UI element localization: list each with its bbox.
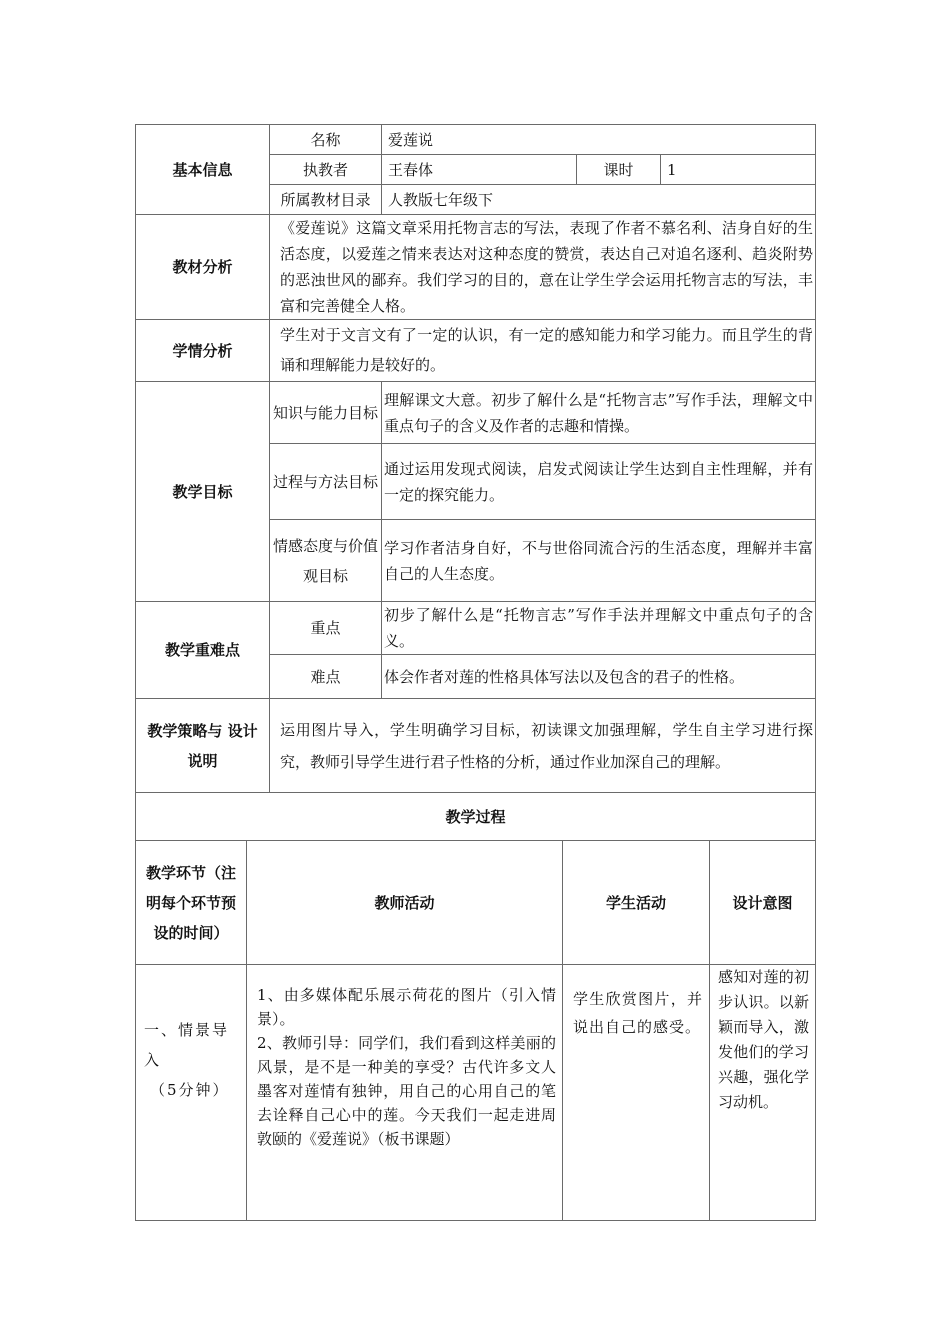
strategy-label: 教学策略与 设计说明 [136, 699, 270, 793]
key-difficult-label: 教学重难点 [136, 602, 270, 699]
basic-info-label: 基本信息 [136, 125, 270, 215]
header-stage: 教学环节（注明每个环节预设的时间） [136, 841, 247, 965]
goal-text-knowledge: 理解课文大意。初步了解什么是“托物言志”写作手法，理解文中重点句子的含义及作者的志趣和情操。 [382, 382, 816, 444]
header-design-intent: 设计意图 [710, 841, 816, 965]
lesson-plan-sheet [135, 124, 815, 1221]
material-analysis-label: 教材分析 [136, 215, 270, 320]
process-title: 教学过程 [136, 793, 816, 841]
lesson-info-table [135, 124, 816, 841]
name-value: 爱莲说 [382, 125, 816, 155]
header-student-activity: 学生活动 [563, 841, 710, 965]
difficult-point-text: 体会作者对莲的性格具体写法以及包含的君子的性格。 [382, 655, 816, 699]
hours-value: 1 [661, 155, 816, 185]
name-label: 名称 [270, 125, 382, 155]
student-activity-cell: 学生欣赏图片，并说出自己的感受。 [563, 965, 710, 1221]
student-analysis-label: 学情分析 [136, 320, 270, 382]
design-intent-cell: 感知对莲的初步认识。以新颖而导入，激发他们的学习兴趣，强化学习动机。 [710, 965, 816, 1221]
goal-name-knowledge: 知识与能力目标 [270, 382, 382, 444]
stage-time: （5分钟） [150, 1081, 230, 1099]
key-point-text: 初步了解什么是“托物言志”写作手法并理解文中重点句子的含义。 [382, 602, 816, 655]
process-table [135, 840, 816, 1221]
student-analysis-text: 学生对于文言文有了一定的认识，有一定的感知能力和学习能力。而且学生的背诵和理解能力是较好的。 [270, 320, 816, 382]
teacher-activity-2: 2、教师引导：同学们，我们看到这样美丽的风景，是不是一种美的享受？古代许多文人墨客对莲情有独钟，用自己的心用自己的笔去诠释自己心中的莲。今天我们一起走进周敦颐的《爱莲说》（板书课题） [257, 1034, 556, 1148]
teacher-value: 王春体 [382, 155, 577, 185]
goal-text-process: 通过运用发现式阅读，启发式阅读让学生达到自主性理解，并有一定的探究能力。 [382, 444, 816, 520]
stage-cell [136, 965, 247, 1221]
textbook-value: 人教版七年级下 [382, 185, 816, 215]
teacher-activity-cell [247, 965, 563, 1221]
key-point-label: 重点 [270, 602, 382, 655]
goal-name-emotion: 情感态度与价值观目标 [270, 520, 382, 602]
goal-name-process: 过程与方法目标 [270, 444, 382, 520]
teaching-goals-label: 教学目标 [136, 382, 270, 602]
teacher-label: 执教者 [270, 155, 382, 185]
material-analysis-text: 《爱莲说》这篇文章采用托物言志的写法，表现了作者不慕名利、洁身自好的生活态度，以爱莲之情来表达对这种态度的赞赏，表达自己对追名逐利、趋炎附势的恶浊世风的鄙弃。我们学习的目的，意在让学生学会运用托物言志的写法，丰富和完善健全人格。 [270, 215, 816, 320]
stage-name: 一、情景导入 [144, 1021, 230, 1069]
textbook-label: 所属教材目录 [270, 185, 382, 215]
goal-text-emotion: 学习作者洁身自好，不与世俗同流合污的生活态度，理解并丰富自己的人生态度。 [382, 520, 816, 602]
header-teacher-activity: 教师活动 [247, 841, 563, 965]
difficult-point-label: 难点 [270, 655, 382, 699]
hours-label: 课时 [577, 155, 661, 185]
teacher-activity-1: 1、由多媒体配乐展示荷花的图片（引入情景）。 [257, 986, 556, 1028]
strategy-text: 运用图片导入，学生明确学习目标，初读课文加强理解，学生自主学习进行探究，教师引导学生进行君子性格的分析，通过作业加深自己的理解。 [270, 699, 816, 793]
